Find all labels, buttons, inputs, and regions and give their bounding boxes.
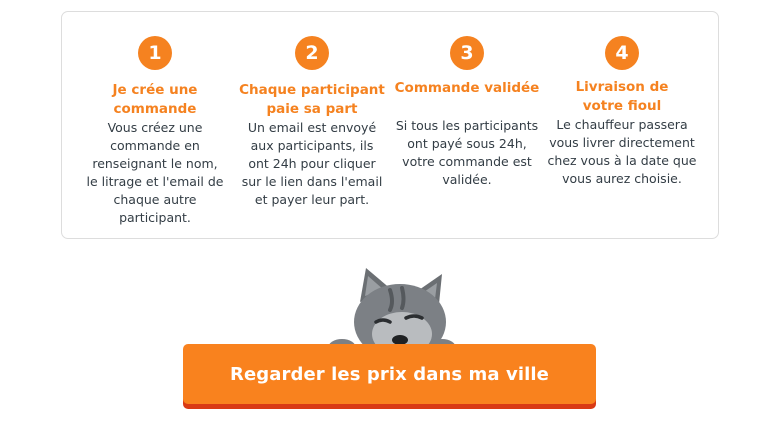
step-description <box>392 117 542 189</box>
step-text-line: validée. <box>442 172 492 187</box>
step-title-line: votre fioul <box>582 98 662 114</box>
step-text-line: votre commande est <box>402 154 532 169</box>
step-text-line: participant. <box>119 210 191 225</box>
step-description <box>80 119 230 227</box>
step-number-badge: 2 <box>295 36 329 70</box>
step-title-line: Livraison de <box>575 79 669 95</box>
step-text-line: commande en <box>110 138 200 153</box>
cta-wrapper <box>183 344 596 408</box>
step-text-line: Le chauffeur passera <box>556 117 688 132</box>
step-text-line: ont payé sous 24h, <box>407 136 527 151</box>
step-text-line: renseignant le nom, <box>92 156 218 171</box>
step-text-line: et payer leur part. <box>254 192 370 207</box>
step-3 <box>392 36 542 189</box>
step-title <box>392 79 542 98</box>
step-2 <box>237 36 387 209</box>
step-number-badge: 1 <box>138 36 172 70</box>
step-text-line: vous livrer directement <box>549 135 695 150</box>
step-text-line: vous aurez choisie. <box>562 171 682 186</box>
step-title-line: Commande validée <box>394 80 540 96</box>
step-description <box>547 116 697 188</box>
step-title-line: Chaque participant <box>239 82 385 98</box>
step-title <box>547 78 697 116</box>
steps-card <box>61 11 719 239</box>
step-text-line: Si tous les participants <box>395 118 539 133</box>
step-1 <box>80 36 230 227</box>
step-title-line: commande <box>113 101 197 117</box>
step-description <box>237 119 387 209</box>
step-title <box>80 81 230 119</box>
step-number-badge: 3 <box>450 36 484 70</box>
step-text-line: Un email est envoyé <box>247 120 377 135</box>
step-text-line: Vous créez une <box>107 120 203 135</box>
step-title <box>237 81 387 119</box>
step-text-line: chaque autre <box>113 192 197 207</box>
step-text-line: sur le lien dans l'email <box>241 174 383 189</box>
step-text-line: chez vous à la date que <box>547 153 697 168</box>
step-4 <box>547 36 697 188</box>
see-prices-button[interactable]: Regarder les prix dans ma ville <box>183 344 596 404</box>
step-title-line: Je crée une <box>112 82 198 98</box>
step-text-line: le litrage et l'email de <box>86 174 224 189</box>
step-text-line: ont 24h pour cliquer <box>248 156 376 171</box>
step-title-line: paie sa part <box>266 101 358 117</box>
step-text-line: aux participants, ils <box>250 138 374 153</box>
step-number-badge: 4 <box>605 36 639 70</box>
